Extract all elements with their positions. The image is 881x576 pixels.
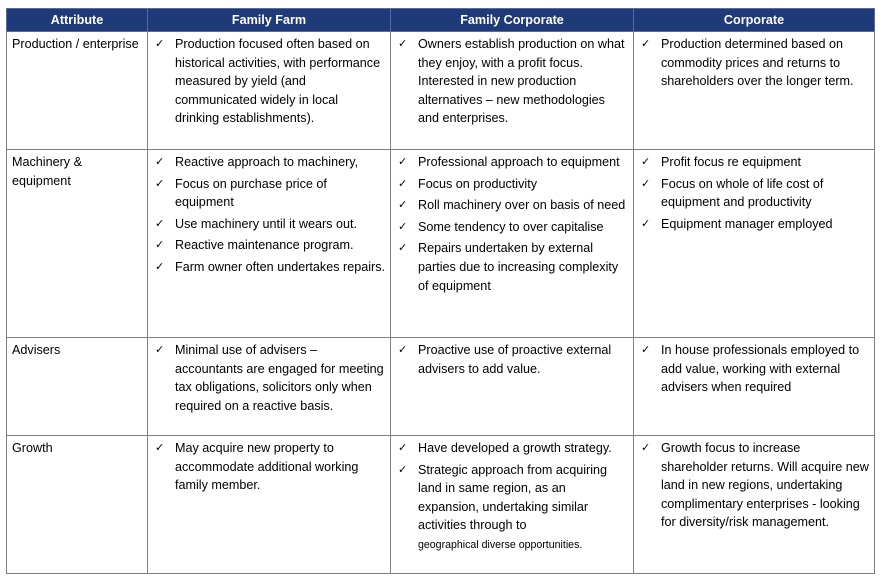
list-item: [153, 35, 385, 128]
list-item: [153, 258, 385, 277]
corporate-cell: [634, 32, 875, 150]
bullet-list: [639, 439, 869, 532]
bullet-list: [153, 439, 385, 495]
list-item: [396, 175, 628, 194]
checkmark-icon: ✓: [155, 441, 165, 454]
list-item: [639, 341, 869, 397]
bullet-list: [153, 35, 385, 128]
header-corporate: Corporate: [634, 9, 875, 32]
item-text: Reactive approach to machinery,: [175, 155, 359, 169]
item-text: geographical diverse opportunities.: [418, 538, 583, 551]
attribute-cell: Production / enterprise: [7, 32, 148, 150]
list-item: [396, 35, 628, 128]
list-item: [153, 153, 385, 172]
bullet-list: [153, 153, 385, 277]
checkmark-icon: ✓: [398, 441, 408, 454]
bullet-list: [639, 35, 869, 91]
list-item: [396, 461, 628, 535]
checkmark-icon: ✓: [155, 176, 165, 190]
family-corporate-cell: [391, 32, 634, 150]
item-text: Equipment manager employed: [661, 216, 833, 231]
bullet-list: [639, 341, 869, 397]
checkmark-icon: ✓: [641, 216, 651, 230]
bullet-list: [153, 341, 385, 415]
list-item: [396, 153, 628, 172]
table-row: [7, 338, 875, 436]
checkmark-icon: ✓: [155, 259, 165, 273]
corporate-cell: [634, 338, 875, 436]
comparison-table: [6, 8, 875, 574]
header-family-farm: Family Farm: [148, 9, 391, 32]
item-text: Production focused often based on historical activities, with performance measured by yield (and communicated widely in local drinking establishments).: [175, 37, 381, 126]
corporate-cell: [634, 436, 875, 574]
checkmark-icon: ✓: [155, 216, 165, 230]
list-item: [153, 236, 385, 255]
item-text: Roll machinery over on basis of need: [418, 198, 626, 213]
table-row: [7, 150, 875, 338]
item-text: Focus on productivity: [418, 176, 537, 191]
family-farm-cell: [148, 32, 391, 150]
checkmark-icon: ✓: [398, 155, 408, 168]
item-text: Growth focus to increase shareholder returns. Will acquire new land in new regions, undertaking complimentary enterprises - looking for diversity/risk management.: [661, 441, 869, 530]
item-text: Focus on purchase price of equipment: [175, 176, 327, 210]
checkmark-icon: ✓: [641, 176, 651, 190]
family-farm-cell: [148, 150, 391, 338]
item-text: Have developed a growth strategy.: [418, 441, 612, 455]
list-item: [396, 439, 628, 458]
attribute-cell: Machinery & equipment: [7, 150, 148, 338]
family-farm-cell: [148, 338, 391, 436]
item-text: Farm owner often undertakes repairs.: [175, 259, 385, 274]
checkmark-icon: ✓: [155, 155, 165, 168]
bullet-list: [396, 341, 628, 378]
item-text: May acquire new property to accommodate additional working family member.: [175, 441, 359, 493]
checkmark-icon: ✓: [398, 219, 408, 233]
checkmark-icon: ✓: [398, 343, 408, 356]
item-text: In house professionals employed to add value, working with external advisers when required: [661, 343, 860, 395]
item-text: Use machinery until it wears out.: [175, 216, 357, 231]
item-text: Profit focus re equipment: [661, 155, 802, 169]
item-text: Owners establish production on what they enjoy, with a profit focus. Interested in new production alternatives – new methodologies and enterprises.: [418, 37, 625, 126]
header-family-corporate: Family Corporate: [391, 9, 634, 32]
family-corporate-cell: [391, 150, 634, 338]
list-item: [153, 175, 385, 212]
list-item: [396, 196, 628, 215]
item-text: Focus on whole of life cost of equipment and productivity: [661, 176, 824, 210]
list-item: [396, 341, 628, 378]
family-corporate-cell: [391, 436, 634, 574]
item-text: Proactive use of proactive external advisers to add value.: [418, 343, 612, 376]
list-item: [396, 218, 628, 237]
list-item: [153, 215, 385, 234]
family-corporate-cell: [391, 338, 634, 436]
item-text: Professional approach to equipment: [418, 155, 620, 169]
item-text: Repairs undertaken by external parties due to increasing complexity of equipment: [418, 241, 619, 293]
checkmark-icon: ✓: [398, 241, 408, 255]
table-row: [7, 436, 875, 574]
attribute-cell: Growth: [7, 436, 148, 574]
list-item: [639, 175, 869, 212]
item-text: Some tendency to over capitalise: [418, 219, 604, 234]
checkmark-icon: ✓: [155, 343, 165, 356]
list-item: [639, 35, 869, 91]
list-item: [396, 239, 628, 295]
list-item: [396, 535, 628, 555]
item-text: Strategic approach from acquiring land in same region, as an expansion, undertaking similar activities through to: [418, 462, 608, 533]
bullet-list: [396, 439, 628, 555]
header-row: [7, 9, 875, 32]
checkmark-icon: ✓: [641, 155, 651, 168]
checkmark-icon: ✓: [398, 37, 408, 50]
checkmark-icon: ✓: [641, 441, 651, 454]
table-header: [7, 9, 875, 32]
table-row: [7, 32, 875, 150]
list-item: [639, 215, 869, 234]
checkmark-icon: ✓: [641, 343, 651, 356]
bullet-list: [396, 153, 628, 295]
item-text: Minimal use of advisers – accountants are engaged for meeting tax obligations, solicitors only when required on a reactive basis.: [175, 343, 384, 413]
bullet-list: [396, 35, 628, 128]
attribute-cell: Advisers: [7, 338, 148, 436]
corporate-cell: [634, 150, 875, 338]
table-body: [7, 32, 875, 574]
checkmark-icon: ✓: [155, 37, 165, 50]
checkmark-icon: ✓: [155, 238, 165, 252]
item-text: Reactive maintenance program.: [175, 238, 354, 253]
list-item: [153, 341, 385, 415]
list-item: [153, 439, 385, 495]
checkmark-icon: ✓: [398, 198, 408, 212]
bullet-list: [639, 153, 869, 233]
checkmark-icon: ✓: [641, 37, 651, 50]
item-text: Production determined based on commodity prices and returns to shareholders over the longer term.: [661, 37, 854, 89]
list-item: [639, 153, 869, 172]
header-attribute: Attribute: [7, 9, 148, 32]
list-item: [639, 439, 869, 532]
checkmark-icon: ✓: [398, 462, 408, 476]
family-farm-cell: [148, 436, 391, 574]
checkmark-icon: ✓: [398, 176, 408, 190]
